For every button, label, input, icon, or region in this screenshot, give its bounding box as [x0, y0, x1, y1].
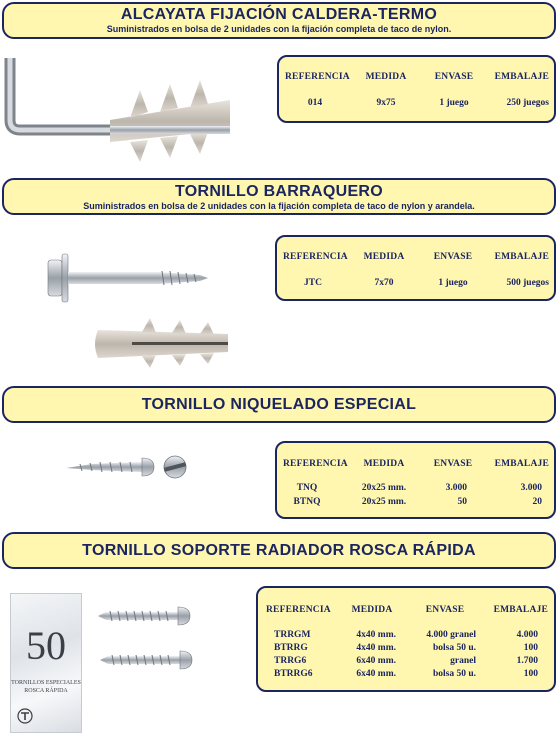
cell-envase: granel [450, 656, 476, 666]
radiator-screw-4mm-image [96, 604, 194, 628]
cell-ref: BTNQ [293, 497, 321, 507]
header-referencia: REFERENCIA [283, 459, 348, 469]
header-envase: ENVASE [433, 459, 473, 469]
bag-label-line1: TORNILLOS ESPECIALES [11, 680, 81, 686]
header-medida: MEDIDA [365, 72, 407, 82]
section-2-table [275, 235, 556, 301]
cell-ref: TRRGM [274, 630, 311, 640]
section-4-table [256, 586, 556, 692]
cell-embalaje: 1.700 [516, 656, 538, 666]
cell-medida: 4x40 mm. [356, 630, 396, 640]
cell-embalaje: 4.000 [516, 630, 538, 640]
cell-embalaje: 500 juegos [506, 278, 549, 288]
header-referencia: REFERENCIA [283, 252, 348, 262]
section-1-subtitle: Suministrados en bolsa de 2 unidades con la fijación completa de taco de nylon. [106, 24, 452, 34]
cell-ref: 014 [307, 98, 323, 108]
cell-envase: bolsa 50 u. [432, 643, 476, 653]
cell-medida: 9x75 [376, 98, 396, 108]
header-embalaje: EMBALAJE [493, 605, 548, 615]
cell-envase: 1 juego [439, 98, 469, 108]
bag-label-line2: ROSCA RÁPIDA [24, 688, 68, 694]
cell-medida: 7x70 [374, 278, 394, 288]
header-envase: ENVASE [434, 72, 474, 82]
section-1-title: ALCAYATA FIJACIÓN CALDERA-TERMO [120, 6, 438, 23]
header-embalaje: EMBALAJE [494, 252, 549, 262]
niquelado-screw-image [62, 452, 192, 482]
alcayata-hook-image [0, 50, 240, 160]
section-4-banner [2, 532, 556, 569]
section-3-table [275, 441, 556, 519]
cell-medida: 20x25 mm. [361, 483, 407, 493]
header-medida: MEDIDA [351, 605, 393, 615]
cell-embalaje: 100 [523, 643, 538, 653]
header-embalaje: EMBALAJE [494, 72, 549, 82]
cell-envase: 50 [457, 497, 467, 507]
section-1-banner [2, 2, 556, 39]
section-1-table [277, 55, 556, 123]
cell-ref: JTC [304, 278, 322, 288]
cell-ref: TRRG6 [274, 656, 307, 666]
cell-medida: 6x40 mm. [356, 656, 396, 666]
header-medida: MEDIDA [363, 252, 405, 262]
radiator-screw-6mm-image [98, 648, 196, 672]
cell-embalaje: 100 [523, 669, 538, 679]
cell-embalaje: 250 juegos [506, 98, 549, 108]
header-referencia: REFERENCIA [266, 605, 331, 615]
nylon-plug-image [92, 318, 232, 368]
cell-envase: 3.000 [445, 483, 467, 493]
header-medida: MEDIDA [363, 459, 405, 469]
section-4-title: TORNILLO SOPORTE RADIADOR ROSCA RÁPIDA [82, 542, 476, 559]
cell-ref: BTRRG [274, 643, 308, 653]
section-2-title: TORNILLO BARRAQUERO [174, 183, 384, 200]
header-envase: ENVASE [433, 252, 473, 262]
section-2-subtitle: Suministrados en bolsa de 2 unidades con la fijación completa de taco de nylon y arandela. [83, 201, 475, 211]
section-3-banner [2, 386, 556, 423]
header-referencia: REFERENCIA [285, 72, 350, 82]
cell-embalaje: 20 [532, 497, 542, 507]
cell-medida: 6x40 mm. [356, 669, 396, 679]
section-2-banner [2, 178, 556, 215]
cell-ref: TNQ [296, 483, 318, 493]
cell-ref: BTRRG6 [274, 669, 313, 679]
barraquero-screw-image [40, 250, 210, 310]
cell-envase: bolsa 50 u. [432, 669, 476, 679]
product-bag-image [10, 593, 82, 733]
cell-envase: 4.000 granel [426, 630, 476, 640]
cell-medida: 20x25 mm. [361, 497, 407, 507]
bag-number: 50 [26, 623, 66, 668]
header-embalaje: EMBALAJE [494, 459, 549, 469]
section-3-title: TORNILLO NIQUELADO ESPECIAL [141, 396, 417, 413]
cell-medida: 4x40 mm. [356, 643, 396, 653]
cell-embalaje: 3.000 [520, 483, 542, 493]
header-envase: ENVASE [425, 605, 465, 615]
brand-logo-icon [17, 708, 33, 724]
cell-envase: 1 juego [438, 278, 468, 288]
